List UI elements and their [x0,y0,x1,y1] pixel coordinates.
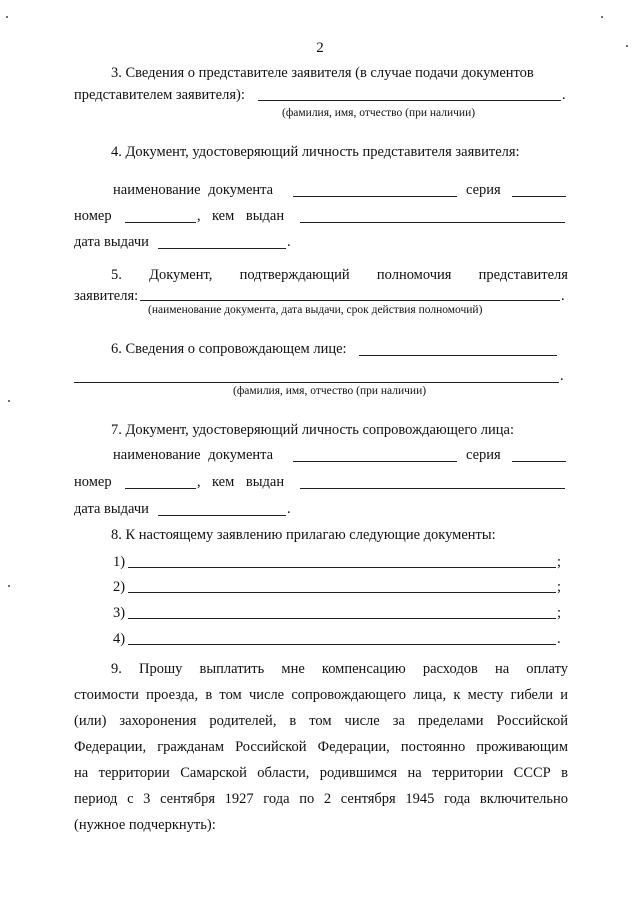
s6-companion-input-b[interactable] [74,382,559,383]
s3-heading-line2: представителем заявителя): [74,87,245,103]
s8-item-number: 3) [113,605,126,621]
s7-end-mark: . [287,501,291,517]
s4-issued-by-label: кем выдан [212,208,285,224]
s6-caption: (фамилия, имя, отчество (при наличии) [233,385,427,397]
s7-series-input[interactable] [512,461,566,462]
s8-item-number: 1) [113,554,126,570]
scan-speck [601,16,603,18]
s5-heading-line2: заявителя: [74,288,139,304]
s4-end-mark: . [287,234,291,250]
s7-issued-by-label: кем выдан [212,474,285,490]
s7-doc-name-input[interactable] [293,461,457,462]
s7-series-label: серия [466,447,501,463]
s4-series-input[interactable] [512,196,566,197]
s3-representative-input[interactable] [258,100,561,101]
s9-paragraph-line: Федерации, гражданам Российской Федерации, постоянно проживающим [74,739,568,755]
s7-number-input[interactable] [125,488,196,489]
s7-number-label: номер [74,474,112,490]
s7-comma: , [197,474,201,490]
s9-paragraph-line: 9. Прошу выплатить мне компенсацию расходов на оплату [111,661,568,677]
s8-item-number: 2) [113,579,126,595]
s8-item-end: . [557,631,561,647]
s4-issued-by-input[interactable] [300,222,565,223]
s8-item-input[interactable] [128,567,556,568]
s5-caption: (наименование документа, дата выдачи, срок действия полномочий) [148,304,483,316]
s4-heading: 4. Документ, удостоверяющий личность представителя заявителя: [111,144,520,160]
s8-item-input[interactable] [128,644,556,645]
s9-paragraph-line: стоимости проезда, в том числе сопровождающего лица, к месту гибели и [74,687,568,703]
s5-heading-line1 [74,262,568,289]
s5-word: подтверждающий [239,267,350,283]
s9-paragraph-line: период с 3 сентября 1927 года по 2 сентября 1945 года включительно [74,791,568,807]
s7-issue-date-input[interactable] [158,515,286,516]
s9-paragraph-line: (или) захоронения родителей, в том числе за пределами Российской [74,713,568,729]
s8-heading: 8. К настоящему заявлению прилагаю следующие документы: [111,527,496,543]
s4-doc-name-input[interactable] [293,196,457,197]
s3-caption: (фамилия, имя, отчество (при наличии) [282,107,476,119]
page-number: 2 [316,40,324,56]
s5-word: полномочия [376,267,452,283]
s4-issue-date-input[interactable] [158,248,286,249]
s5-end-mark: . [561,288,565,304]
s6-heading: 6. Сведения о сопровождающем лице: [111,341,347,357]
s6-companion-input-a[interactable] [359,355,557,356]
s7-issue-date-label: дата выдачи [74,501,149,517]
s8-item-end: ; [557,554,562,570]
scan-speck [6,16,8,18]
scan-speck [8,400,10,402]
s8-item-end: ; [557,579,562,595]
s7-heading: 7. Документ, удостоверяющий личность сопровождающего лица: [111,422,515,438]
s9-paragraph-line: на территории Самарской области, родившимся на территории СССР в [74,765,568,781]
s5-authority-doc-input[interactable] [140,300,560,301]
s4-comma: , [197,208,201,224]
s4-series-label: серия [466,182,501,198]
s7-doc-name-label: наименование документа [113,447,274,463]
s8-item-input[interactable] [128,592,556,593]
s6-end-mark: . [560,368,564,384]
s3-heading-line1: 3. Сведения о представителе заявителя (в случае подачи документов [111,65,534,81]
s9-paragraph-line: (нужное подчеркнуть): [74,817,216,833]
s5-word: Документ, [149,267,213,283]
s3-end-mark: . [562,87,566,103]
s4-issue-date-label: дата выдачи [74,234,149,250]
s4-number-input[interactable] [125,222,196,223]
s7-issued-by-input[interactable] [300,488,565,489]
s8-item-number: 4) [113,631,126,647]
s8-item-end: ; [557,605,562,621]
s5-word: представителя [478,267,568,283]
s8-item-input[interactable] [128,618,556,619]
scan-speck [8,585,10,587]
s4-number-label: номер [74,208,112,224]
s4-doc-name-label: наименование документа [113,182,274,198]
s5-word: 5. [111,267,122,283]
